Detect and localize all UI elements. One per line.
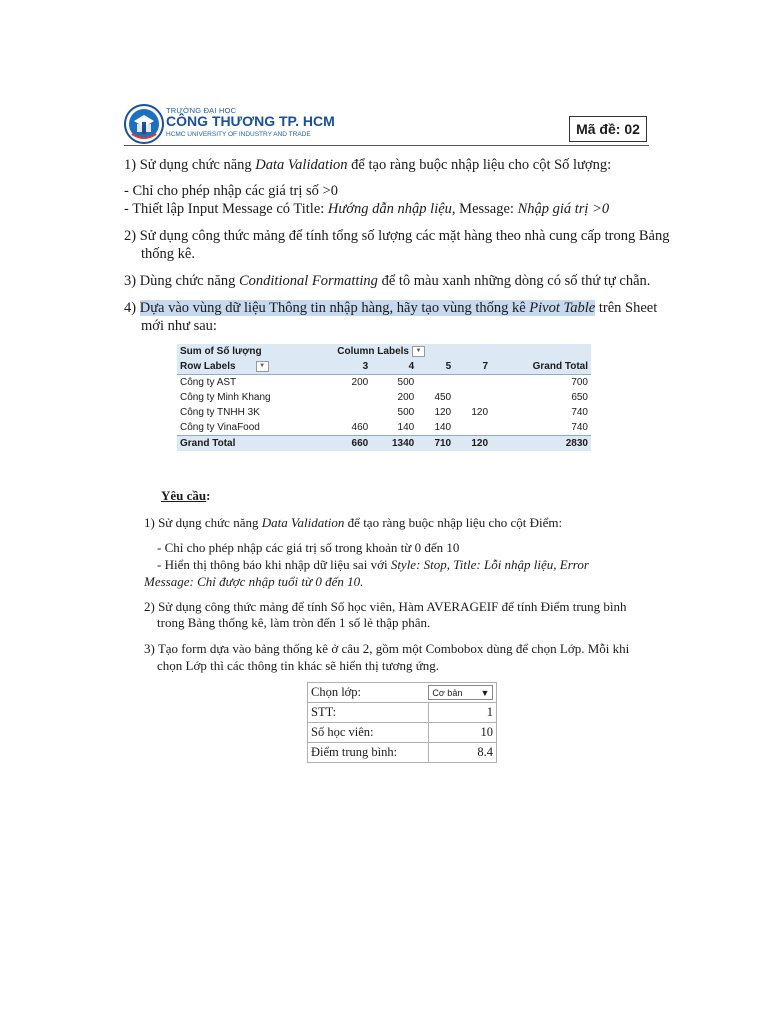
pivot-col-header: 5: [417, 359, 454, 375]
row-filter-dropdown-icon[interactable]: ▼: [256, 361, 269, 372]
combobox-arrow-icon[interactable]: ▼: [480, 687, 490, 698]
part2-q1-item-2: - Hiển thị thông báo khi nhập dữ liệu sai với Style: Stop, Title: Lỗi nhập liệu, Error: [157, 557, 589, 572]
student-count-label: Số học viên:: [308, 723, 429, 743]
pivot-corner: Sum of Số lượng: [177, 344, 334, 359]
part1-q1-item-1: - Chỉ cho phép nhập các giá trị số >0: [124, 183, 338, 199]
pivot-cell: 460: [351, 422, 369, 433]
pivot-cell: [454, 375, 491, 391]
logo-line-3: HCMC UNIVERSITY OF INDUSTRY AND TRADE: [166, 131, 311, 138]
pivot-row-label: Công ty AST: [180, 377, 237, 388]
pivot-cell: 700: [571, 377, 588, 388]
stt-value: 1: [428, 703, 496, 723]
pivot-cell: 650: [571, 392, 588, 403]
part1-question-4-line-2: mới như sau:: [141, 318, 217, 334]
part2-title: Yêu cầu:: [161, 488, 211, 503]
exam-code-box: Mã đề: 02: [569, 116, 647, 142]
pivot-row-label: Công ty VinaFood: [180, 422, 260, 433]
pivot-row: [177, 405, 591, 420]
pivot-col-header: 4: [371, 359, 417, 375]
pivot-cell: 120: [434, 407, 452, 418]
university-logo: [124, 104, 364, 144]
part2-q1-item-2-line-2: Message: Chỉ được nhập tuổi từ 0 đến 10.: [144, 574, 364, 589]
pivot-cell: [334, 405, 371, 420]
pivot-cell: 140: [397, 422, 415, 433]
average-score-value: 8.4: [428, 743, 496, 763]
part2-question-1: 1) Sử dụng chức năng Data Validation để tạo ràng buộc nhập liệu cho cột Điểm:: [144, 515, 563, 530]
part2-question-2-line-1: 2) Sử dụng công thức mảng để tính Số học viên, Hàm AVERAGEIF để tính Điểm trung bình: [144, 599, 627, 614]
pivot-cell: 140: [434, 422, 452, 433]
average-score-label: Điểm trung bình:: [308, 743, 429, 763]
class-combobox[interactable]: [428, 685, 493, 700]
pivot-row-label: Công ty TNHH 3K: [180, 407, 260, 418]
logo-line-2: CÔNG THƯƠNG TP. HCM: [166, 113, 335, 129]
pivot-cell: 200: [397, 392, 415, 403]
pivot-cell: [417, 375, 454, 391]
pivot-table: [177, 344, 591, 451]
student-count-value: 10: [428, 723, 496, 743]
pivot-row: [177, 390, 591, 405]
pivot-row: [177, 375, 591, 391]
class-combobox-cell: [428, 683, 496, 703]
part1-question-1: 1) Sử dụng chức năng Data Validation để tạo ràng buộc nhập liệu cho cột Số lượng:: [124, 157, 612, 173]
pivot-cell: 200: [351, 377, 369, 388]
select-class-label: Chọn lớp:: [308, 683, 429, 703]
pivot-total-cell: 710: [417, 436, 454, 452]
pivot-total-cell: 1340: [371, 436, 417, 452]
pivot-col-header: Grand Total: [491, 359, 591, 375]
stt-label: STT:: [308, 703, 429, 723]
pivot-row-label: Công ty Minh Khang: [180, 392, 271, 403]
logo-line-1: TRƯỜNG ĐẠI HỌC: [166, 106, 237, 115]
pivot-grand-total-label: Grand Total: [177, 436, 334, 452]
column-filter-dropdown-icon[interactable]: ▼: [412, 346, 425, 357]
pivot-row: [177, 420, 591, 436]
header-divider: [124, 145, 649, 146]
pivot-cell: [454, 390, 491, 405]
pivot-cell: 500: [397, 407, 415, 418]
part1-question-2-line-1: 2) Sử dụng công thức mảng để tính tổng số lượng các mặt hàng theo nhà cung cấp trong Bảng: [124, 228, 670, 244]
pivot-cell: 120: [471, 407, 489, 418]
pivot-col-header: 7: [454, 359, 491, 375]
part2-question-3-line-1: 3) Tạo form dựa vào bảng thống kê ở câu 2, gồm một Combobox dùng để chọn Lớp. Mỗi khi: [144, 641, 630, 656]
university-emblem-icon: [124, 104, 164, 144]
part1-question-2-line-2: thống kê.: [141, 246, 195, 262]
pivot-cell: 740: [571, 407, 588, 418]
pivot-total-cell: 120: [454, 436, 491, 452]
pivot-row-labels[interactable]: Row Labels ▼: [177, 359, 334, 375]
part2-question-2-line-2: trong Bảng thống kê, làm tròn đến 1 số lẻ thập phân.: [157, 615, 431, 630]
pivot-cell: 740: [571, 422, 588, 433]
pivot-cell: 450: [434, 392, 452, 403]
pivot-cell: 500: [397, 377, 415, 388]
pivot-column-labels[interactable]: Column Labels ▼: [334, 344, 591, 359]
pivot-total-cell: 2830: [491, 436, 591, 452]
part2-q1-item-1: - Chỉ cho phép nhập các giá trị số trong khoản từ 0 đến 10: [157, 540, 460, 555]
pivot-cell: [454, 420, 491, 436]
class-combobox-value: Cơ bản: [432, 687, 463, 698]
pivot-total-cell: 660: [334, 436, 371, 452]
part1-question-3: 3) Dùng chức năng Conditional Formatting để tô màu xanh những dòng có số thứ tự chẵn.: [124, 273, 651, 289]
pivot-col-header: 3: [334, 359, 371, 375]
part1-question-4-line-1: 4) Dựa vào vùng dữ liệu Thông tin nhập hàng, hãy tạo vùng thống kê Pivot Table trên Sheet: [124, 300, 658, 316]
pivot-cell: [334, 390, 371, 405]
pivot-grand-total-row: [177, 436, 591, 452]
part2-question-3-line-2: chọn Lớp thì các thông tin khác sẽ hiển thị tương ứng.: [157, 658, 440, 673]
part1-q1-item-2: - Thiết lập Input Message có Title: Hướng dẫn nhập liệu, Message: Nhập giá trị >0: [124, 201, 610, 217]
class-form: [307, 682, 497, 763]
